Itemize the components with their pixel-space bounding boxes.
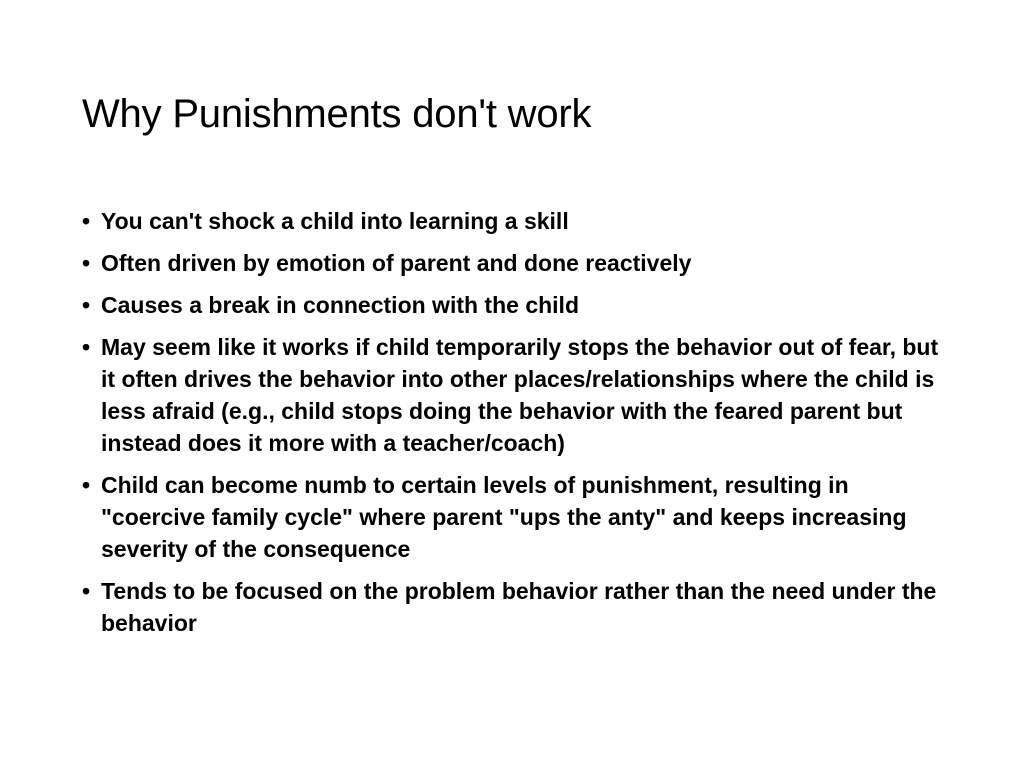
bullet-text: You can't shock a child into learning a skill bbox=[101, 208, 569, 234]
bullet-icon: • bbox=[82, 208, 91, 234]
bullet-text: Tends to be focused on the problem behavior rather than the need under the behavior bbox=[101, 578, 937, 636]
bullet-icon: • bbox=[82, 472, 91, 498]
bullet-item bbox=[82, 469, 952, 565]
bullet-item bbox=[82, 575, 952, 639]
bullet-item bbox=[82, 205, 952, 237]
bullet-text: Child can become numb to certain levels of punishment, resulting in "coercive family cycle" where parent "ups the anty" and keeps increasing severity of the consequence bbox=[101, 472, 907, 562]
slide-title: Why Punishments don't work bbox=[82, 92, 592, 136]
bullet-item bbox=[82, 289, 952, 321]
bullet-text: Often driven by emotion of parent and done reactively bbox=[101, 250, 692, 276]
bullet-icon: • bbox=[82, 292, 91, 318]
bullet-icon: • bbox=[82, 250, 91, 276]
bullet-item bbox=[82, 247, 952, 279]
bullet-text: Causes a break in connection with the child bbox=[101, 292, 579, 318]
bullet-icon: • bbox=[82, 334, 91, 360]
bullet-icon: • bbox=[82, 578, 91, 604]
bullet-item bbox=[82, 331, 952, 459]
bullet-text: May seem like it works if child temporarily stops the behavior out of fear, but it often drives the behavior into other places/relationships where the child is less afraid (e.g., child stops doing the behavior with the feared parent but instead does it more with a teacher/coach) bbox=[101, 334, 939, 456]
bullet-list bbox=[82, 205, 952, 649]
